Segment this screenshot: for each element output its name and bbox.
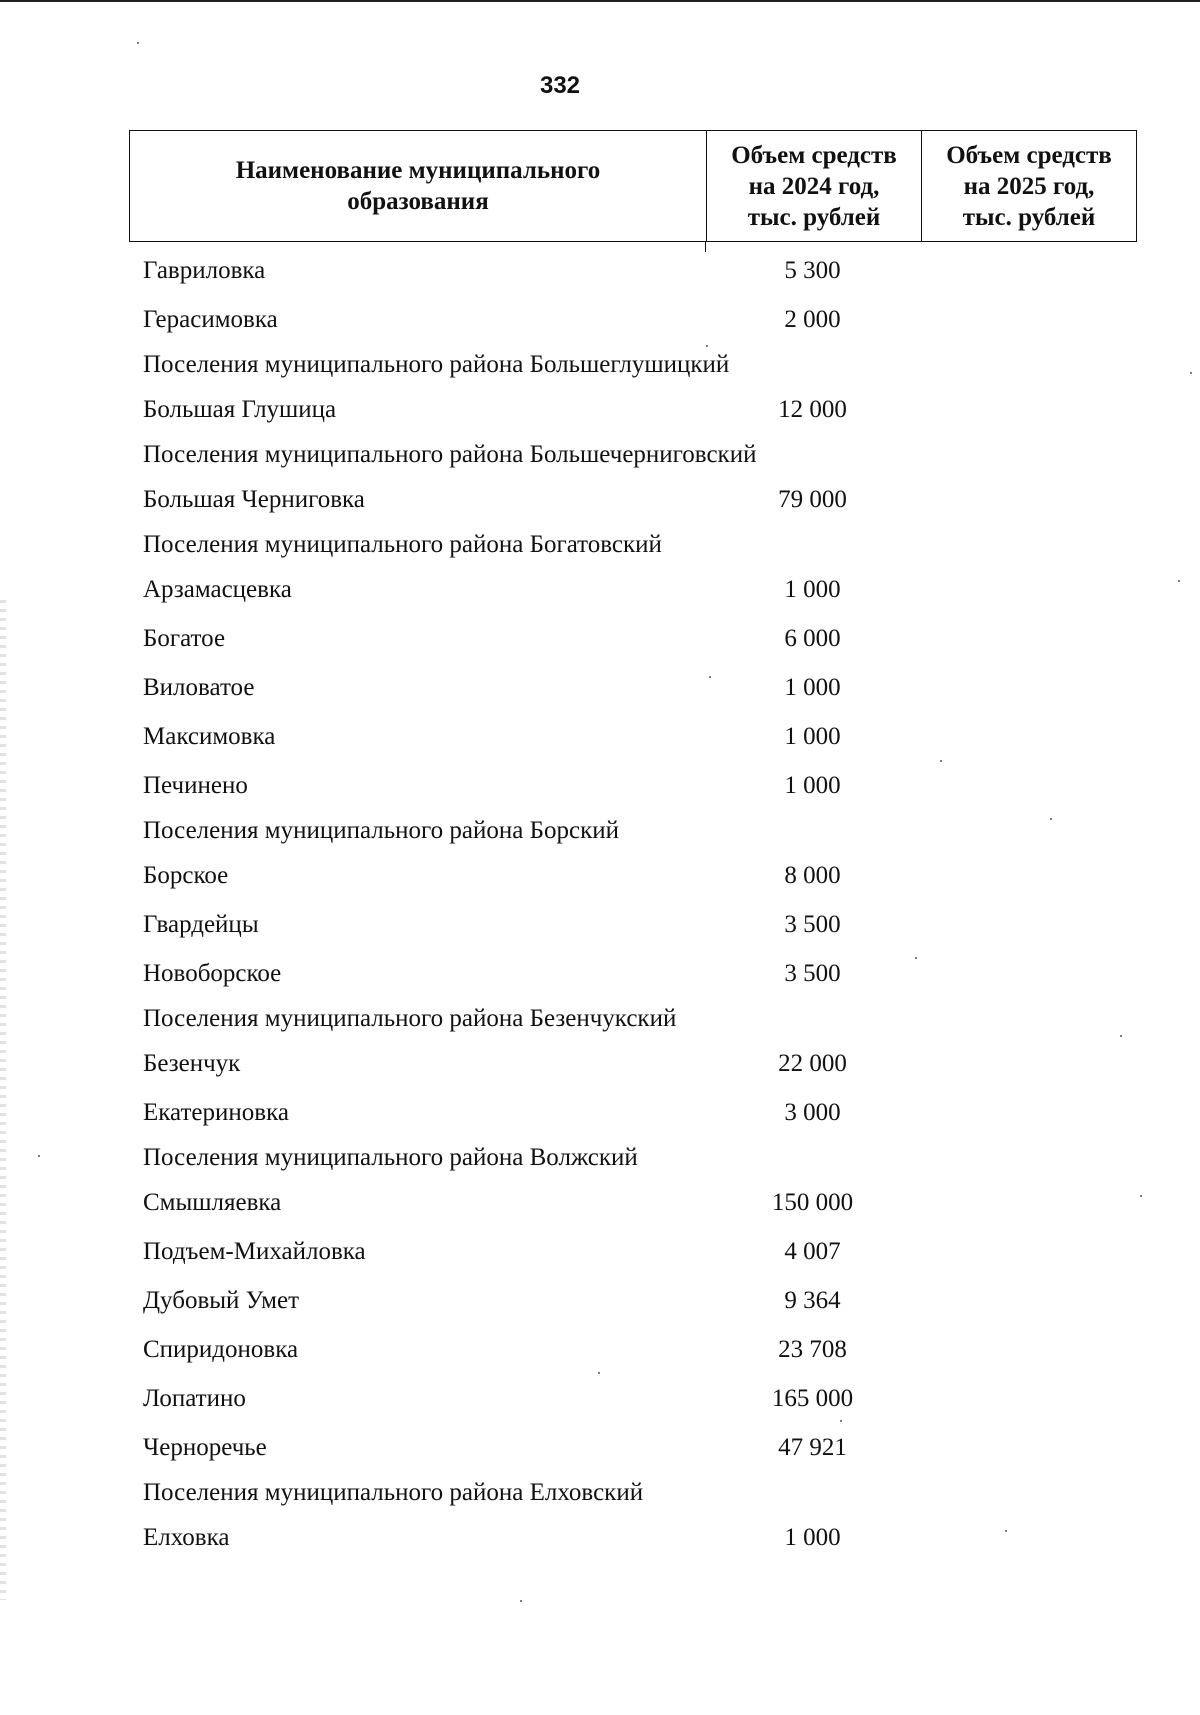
scan-speck [915,957,917,959]
scan-speck [1005,1530,1007,1532]
amount-2024: 2 000 [784,305,841,333]
scan-speck [840,1420,842,1422]
table-row [129,1374,1137,1423]
district-group-row [129,524,1137,565]
table-row [129,1276,1137,1325]
table-row [129,475,1137,524]
table-row [129,663,1137,712]
amount-2024: 1 000 [784,722,841,750]
table-row [129,900,1137,949]
amount-2024: 1 000 [784,575,841,603]
amount-2024: 5 300 [784,256,841,284]
scan-speck [1190,372,1192,374]
settlement-name: Печинено [143,771,248,799]
settlement-name: Герасимовка [143,305,278,333]
settlement-name: Черноречье [143,1433,267,1461]
amount-2024: 1 000 [784,1523,841,1551]
table-row [129,565,1137,614]
amount-2024: 1 000 [784,673,841,701]
scan-speck [709,676,711,678]
settlement-name: Богатое [143,624,226,652]
scan-speck [940,760,942,762]
amount-2024: 23 708 [778,1335,847,1363]
table-row [129,761,1137,810]
settlement-name: Елховка [143,1523,230,1551]
table-row [129,1178,1137,1227]
settlement-name: Подъем-Михайловка [143,1237,366,1265]
settlement-name: Лопатино [143,1384,246,1412]
scan-speck [706,345,708,347]
table-row [129,1423,1137,1472]
scan-edge-noise [0,600,6,1600]
scan-speck [1140,1195,1142,1197]
amount-2024: 4 007 [784,1237,841,1265]
table-row [129,1227,1137,1276]
district-group-label: Поселения муниципального района Волжский [143,1143,638,1171]
settlement-name: Безенчук [143,1049,241,1077]
district-group-row [129,344,1137,385]
page-number: 332 [539,72,581,99]
settlement-name: Спиридоновка [143,1335,299,1363]
table-header [129,130,1137,242]
amount-2024: 3 500 [784,959,841,987]
settlement-name: Борское [143,861,229,889]
amount-2024: 3 500 [784,910,841,938]
table-row [129,246,1137,295]
district-group-row [129,810,1137,851]
district-group-label: Поселения муниципального района Елховский [143,1478,644,1506]
amount-2024: 79 000 [778,485,847,513]
scan-speck [38,1155,40,1157]
settlement-name: Новоборское [143,959,282,987]
table-row [129,295,1137,344]
table-row [129,712,1137,761]
amount-2024: 150 000 [771,1188,854,1216]
district-group-row [129,1472,1137,1513]
amount-2024: 12 000 [778,395,847,423]
scan-speck [1120,1035,1122,1037]
table-row [129,1325,1137,1374]
settlement-name: Гавриловка [143,256,266,284]
settlement-name: Большая Черниговка [143,485,365,513]
district-group-label: Поселения муниципального района Богатовский [143,530,662,558]
amount-2024: 6 000 [784,624,841,652]
table-row [129,1088,1137,1137]
page-top-border [0,0,1200,2]
settlement-name: Большая Глушица [143,395,337,423]
scan-speck [137,42,139,44]
header-municipality-name: Наименование муниципального образования [235,157,601,215]
amount-2024: 9 364 [784,1286,841,1314]
amount-2024: 1 000 [784,771,841,799]
table-row [129,1513,1137,1562]
table-row [129,614,1137,663]
district-group-row [129,1137,1137,1178]
header-amount-2025: Объем средств на 2025 год, тыс. рублей [921,131,1136,241]
settlement-name: Гвардейцы [143,910,259,938]
amount-2024: 22 000 [778,1049,847,1077]
scan-speck [1050,818,1052,820]
scan-speck [1178,580,1180,582]
settlement-name: Максимовка [143,722,276,750]
district-group-label: Поселения муниципального района Большечерниговский [143,440,757,468]
scan-speck [520,1600,522,1602]
settlement-name: Екатериновка [143,1098,289,1126]
header-amount-2024: Объем средств на 2024 год, тыс. рублей [706,131,921,241]
table-row [129,949,1137,998]
table-row [129,385,1137,434]
district-group-label: Поселения муниципального района Борский [143,816,619,844]
settlement-name: Виловатое [143,673,255,701]
table-row [129,851,1137,900]
settlement-name: Дубовый Умет [143,1286,300,1314]
amount-2024: 165 000 [771,1384,854,1412]
table-body [129,246,1137,1562]
settlement-name: Арзамасцевка [143,575,292,603]
district-group-label: Поселения муниципального района Безенчукский [143,1004,677,1032]
table-row [129,1039,1137,1088]
scan-speck [598,1372,600,1374]
amount-2024: 47 921 [778,1433,847,1461]
amount-2024: 3 000 [784,1098,841,1126]
amount-2024: 8 000 [784,861,841,889]
district-group-row [129,434,1137,475]
settlement-name: Смышляевка [143,1188,282,1216]
district-group-row [129,998,1137,1039]
district-group-label: Поселения муниципального района Большеглушицкий [143,350,730,378]
